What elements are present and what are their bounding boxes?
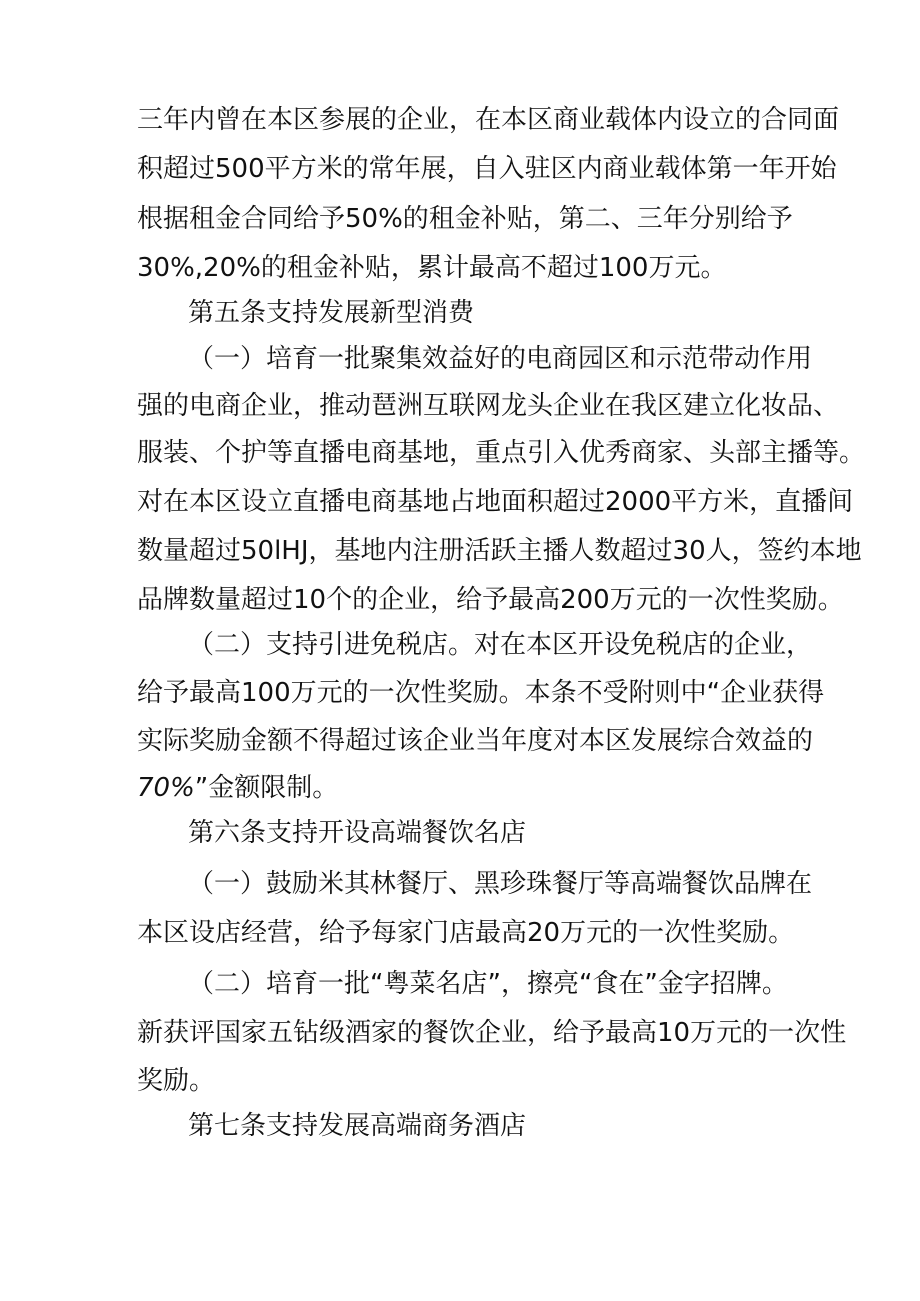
article-heading-7: 第七条支持发展高端商务酒店 — [188, 1111, 527, 1141]
paragraph-line: 30%,20%的租金补贴，累计最高不超过100万元。 — [137, 253, 727, 283]
paragraph-line: 实际奖励金额不得超过该企业当年度对本区发展综合效益的 — [137, 726, 814, 756]
paragraph-line: （一）鼓励米其林餐厅、黑珍珠餐厅等高端餐饮品牌在 — [188, 869, 813, 899]
article-heading-6: 第六条支持开设高端餐饮名店 — [188, 818, 527, 848]
paragraph-line: 服装、个护等直播电商基地，重点引入优秀商家、头部主播等。 — [137, 438, 866, 468]
percent-italic: 70% — [137, 773, 195, 803]
paragraph-line: 给予最高100万元的一次性奖励。本条不受附则中“企业获得 — [137, 678, 825, 708]
article-heading-5: 第五条支持发展新型消费 — [188, 298, 475, 328]
paragraph-line: 积超过500平方米的常年展，自入驻区内商业载体第一年开始 — [137, 154, 837, 184]
paragraph-line: 品牌数量超过10个的企业，给予最高200万元的一次性奖励。 — [137, 585, 844, 615]
paragraph-line — [137, 772, 338, 804]
paragraph-line: （一）培育一批聚集效益好的电商园区和示范带动作用 — [188, 344, 813, 374]
paragraph-line: 强的电商企业，推动琶洲互联网龙头企业在我区建立化妆品、 — [137, 391, 840, 421]
paragraph-line: （二）支持引进免税店。对在本区开设免税店的企业， — [188, 630, 813, 660]
paragraph-line: 本区设店经营，给予每家门店最高20万元的一次性奖励。 — [137, 918, 795, 948]
paragraph-line: 根据租金合同给予50%的租金补贴，第二、三年分别给予 — [137, 204, 793, 234]
paragraph-line: 三年内曾在本区参展的企业，在本区商业载体内设立的合同面 — [137, 105, 840, 135]
paragraph-line-tail: ”金额限制。 — [194, 773, 339, 803]
paragraph-line: 新获评国家五钻级酒家的餐饮企业，给予最高10万元的一次性 — [137, 1018, 847, 1048]
paragraph-line: 对在本区设立直播电商基地占地面积超过2000平方米，直播间 — [137, 487, 854, 517]
paragraph-line: （二）培育一批“粤菜名店”，擦亮“食在”金字招牌。 — [188, 969, 788, 999]
paragraph-line: 数量超过50lHJ，基地内注册活跃主播人数超过30人，签约本地 — [137, 536, 862, 566]
paragraph-line: 奖励。 — [137, 1066, 216, 1096]
